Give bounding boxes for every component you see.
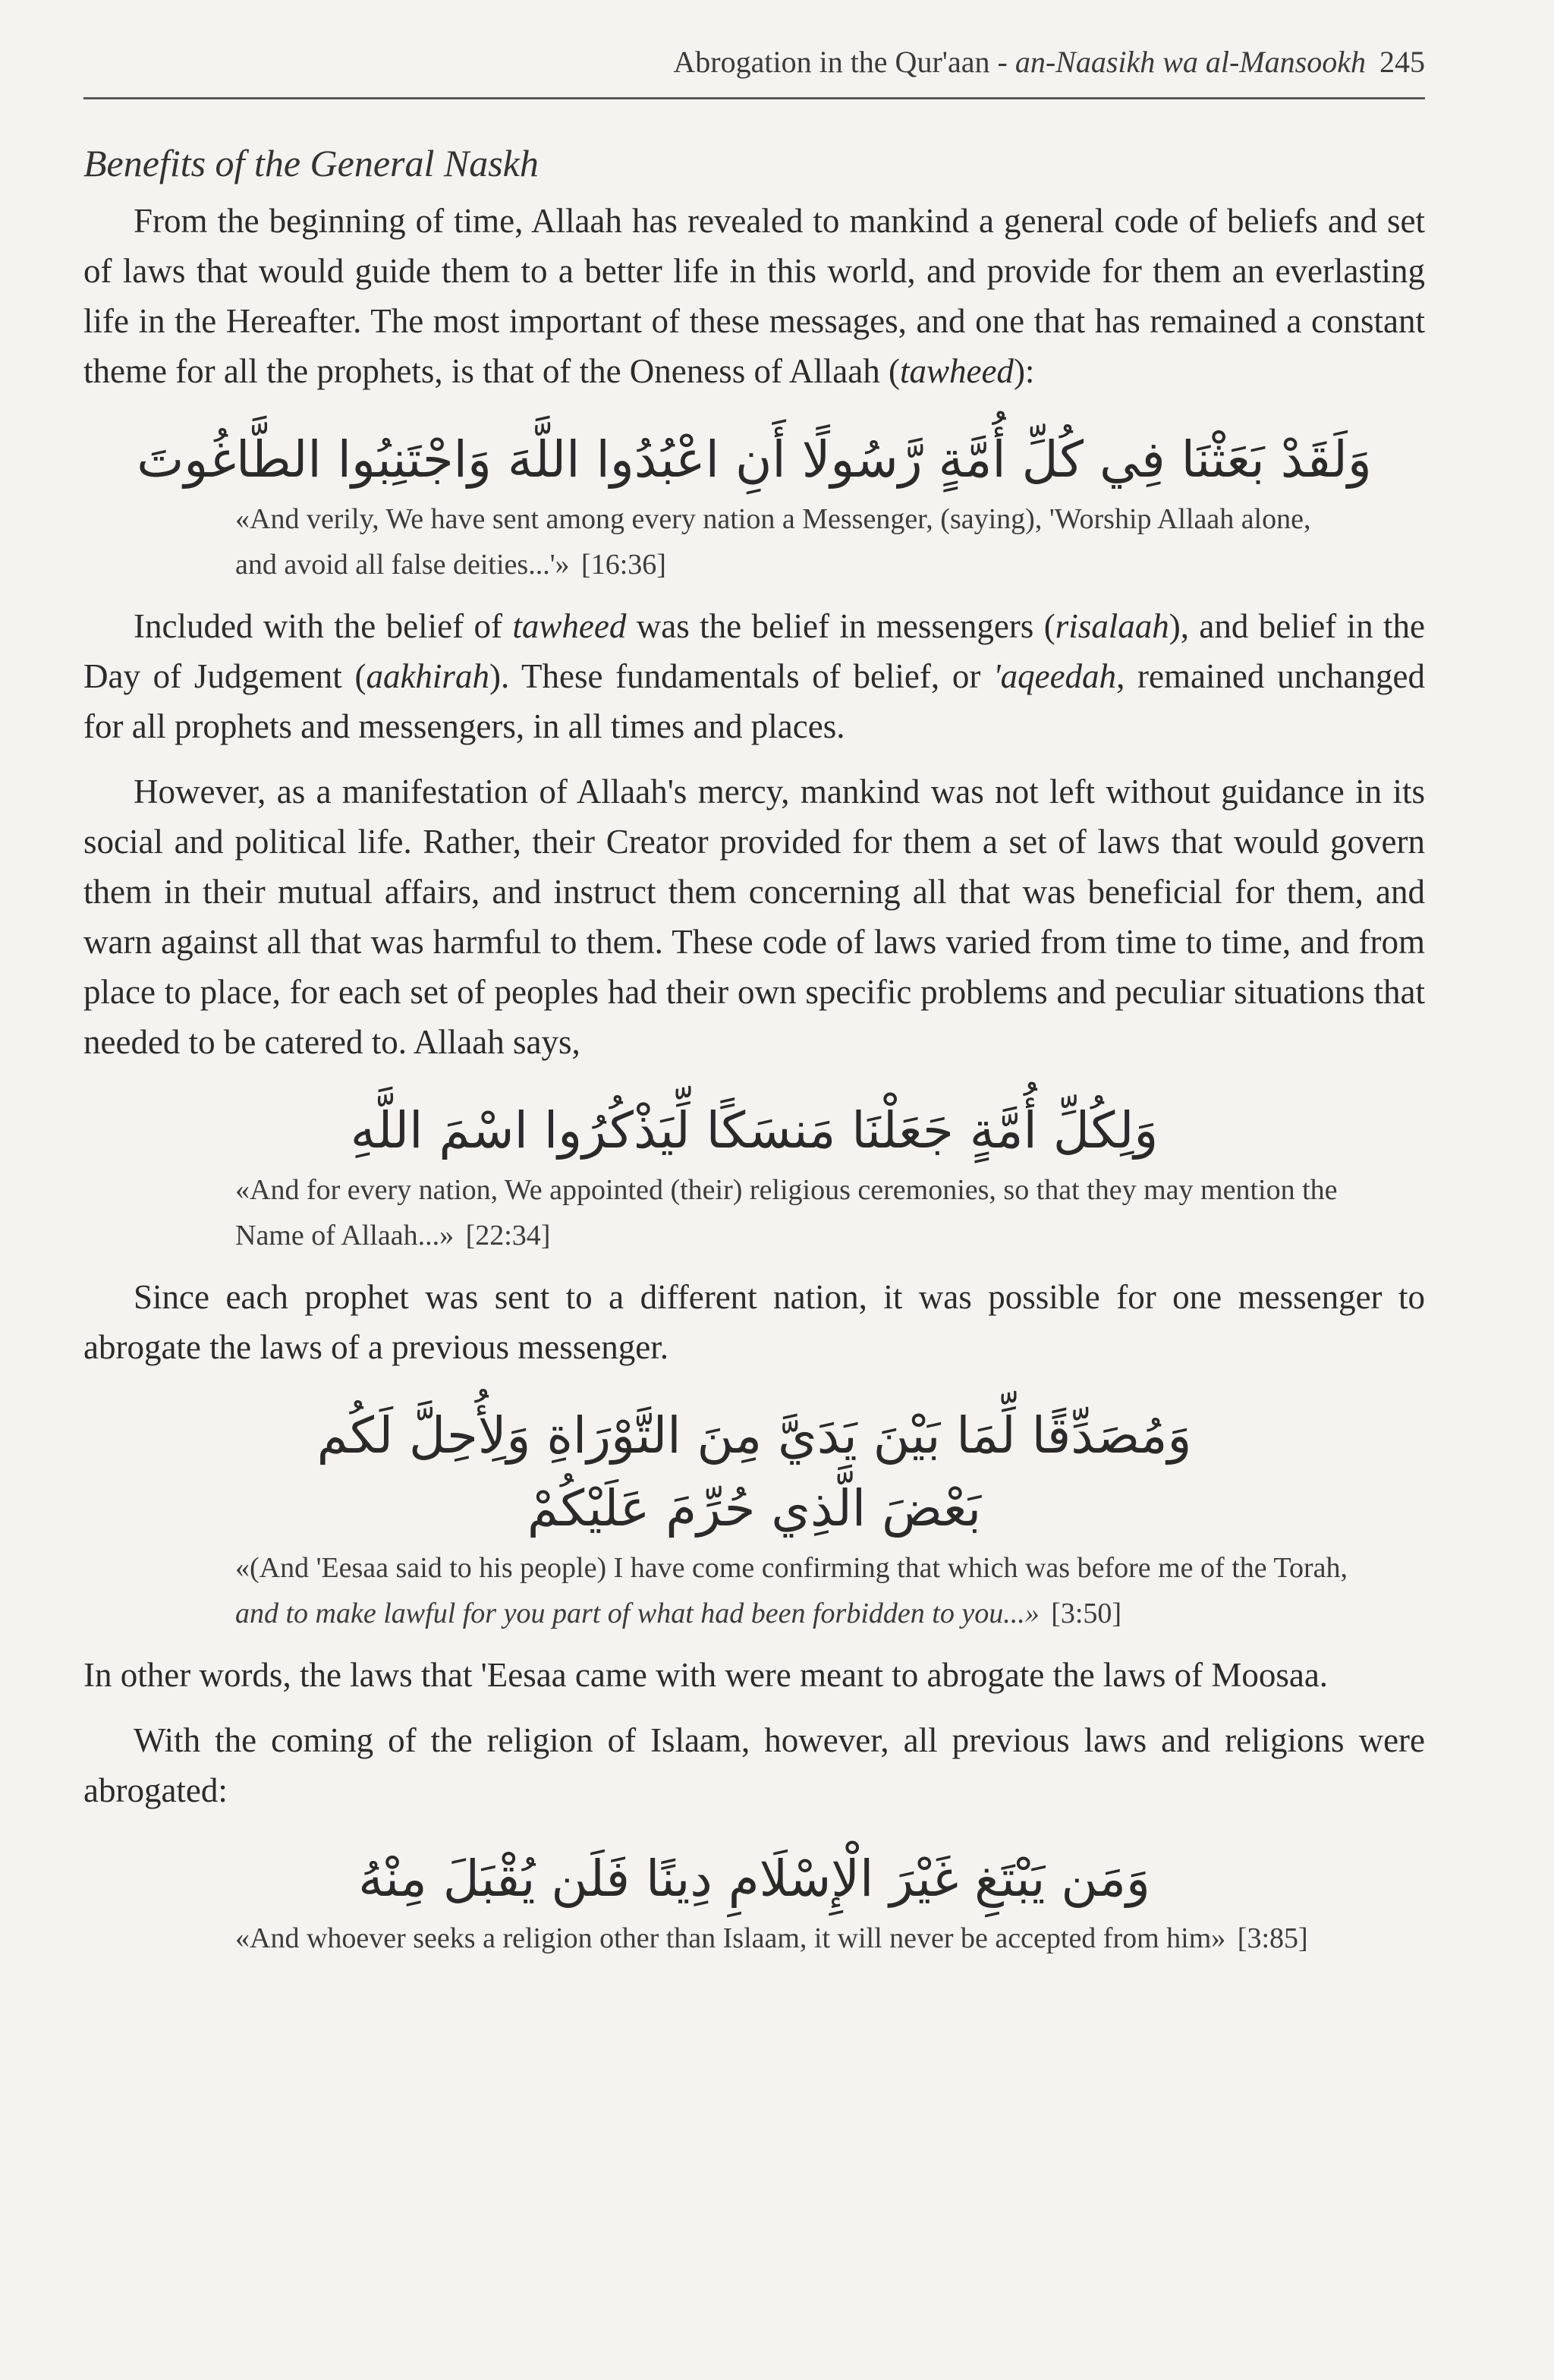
paragraph-6: With the coming of the religion of Islaam, however, all previous laws and religions were abrogated: [83,1721,1425,1809]
paragraph-2-text-d: ). These fundamentals of belief, or [489,657,993,695]
section-heading: Benefits of the General Naskh [83,142,539,184]
paragraph-5: In other words, the laws that 'Eesaa came with were meant to abrogate the laws of Moosaa. [83,1656,1329,1694]
verse-2-translation-text: «And for every nation, We appointed (their) religious ceremonies, so that they may mention the Name of Allaah...» [235,1174,1338,1251]
main-text [83,137,1425,1975]
term-aqeedah: 'aqeedah [992,657,1117,695]
verse-4-translation-text: «And whoever seeks a religion other than Islaam, it will never be accepted from him» [235,1922,1226,1954]
paragraph-2-text-c: ), and belief in the Day of Judgement ( [83,607,1425,695]
verse-1 [83,423,1425,587]
paragraph-1 [83,196,1425,396]
paragraph-3: However, as a manifestation of Allaah's mercy, mankind was not left without guidance in its social and political life. Rather, their Creator provided for them a set of laws that would govern them in their mutual affairs, and instruct them concerning all that was beneficial for them, and warn against all that was harmful to them. These code of laws varied from time to time, and from place to place, for each set of peoples had their own specific problems and peculiar situations that needed to be catered to. Allaah says, [83,773,1425,1061]
verse-3-translation-italic: and to make lawful for you part of what had been forbidden to you...» [235,1598,1040,1629]
paragraph-1-end: ): [1013,352,1035,390]
paragraph-4: Since each prophet was sent to a different nation, it was possible for one messenger to abrogate the laws of a previous messenger. [83,1278,1425,1366]
term-risalaah: risalaah [1055,607,1169,645]
paragraph-2-text-e: , remained unchanged for all prophets and messengers, in all times and places. [83,657,1425,745]
verse-4-reference: [3:85] [1237,1922,1308,1954]
verse-1-translation [235,496,1358,587]
verse-2-reference: [22:34] [465,1220,551,1251]
verse-4-arabic: وَمَن يَبْتَغِ غَيْرَ الْإِسْلَامِ دِينًا فَلَن يُقْبَلَ مِنْهُ [358,1850,1150,1908]
verse-1-reference: [16:36] [581,549,666,581]
paragraph-1-text: From the beginning of time, Allaah has revealed to mankind a general code of beliefs and set of laws that would guide them to a better life in this world, and provide for them an everlasting life in the Hereafter. The most important of these messages, and one that has remained a constant theme for all the prophets, is that of the Oneness of Allaah ( [83,202,1425,390]
term-tawheed-2: tawheed [512,607,627,645]
paragraph-2-text-b: was the belief in messengers ( [626,607,1055,645]
verse-1-translation-text: «And verily, We have sent among every nation a Messenger, (saying), 'Worship Allaah alone, and avoid all false deities...'» [235,503,1311,581]
verse-3-translation-text: «(And 'Eesaa said to his people) I have come confirming that which was before me of the Torah, [235,1552,1348,1584]
running-head [83,44,1425,80]
term-tawheed: tawheed [899,352,1014,390]
verse-2-translation [235,1167,1358,1258]
verse-2-arabic: وَلِكُلِّ أُمَّةٍ جَعَلْنَا مَنسَكًا لِّيَذْكُرُوا اسْمَ اللَّهِ [350,1101,1159,1160]
term-aakhirah: aakhirah [366,657,489,695]
running-head-title: Abrogation in the Qur'aan - [673,45,1015,79]
paragraph-2 [83,601,1425,751]
verse-3 [83,1399,1425,1636]
verse-2 [83,1094,1425,1258]
verse-3-arabic-line-2: بَعْضَ الَّذِي حُرِّمَ عَلَيْكُمْ [527,1479,982,1538]
header-rule [83,97,1425,99]
verse-3-translation [235,1545,1358,1636]
verse-3-arabic-line-1: وَمُصَدِّقًا لِّمَا بَيْنَ يَدَيَّ مِنَ التَّوْرَاةِ وَلِأُحِلَّ لَكُم [316,1406,1192,1465]
page-number: 245 [1379,45,1425,79]
running-head-title-italic: an-Naasikh wa al-Mansookh [1015,45,1366,79]
verse-3-reference: [3:50] [1051,1598,1122,1629]
verse-4 [83,1843,1425,1961]
verse-1-arabic: وَلَقَدْ بَعَثْنَا فِي كُلِّ أُمَّةٍ رَّسُولًا أَنِ اعْبُدُوا اللَّهَ وَاجْتَنِبُوا الطَّاغُوتَ [137,430,1372,489]
verse-4-translation [235,1916,1358,1961]
paragraph-2-text-a: Included with the belief of [134,607,513,645]
